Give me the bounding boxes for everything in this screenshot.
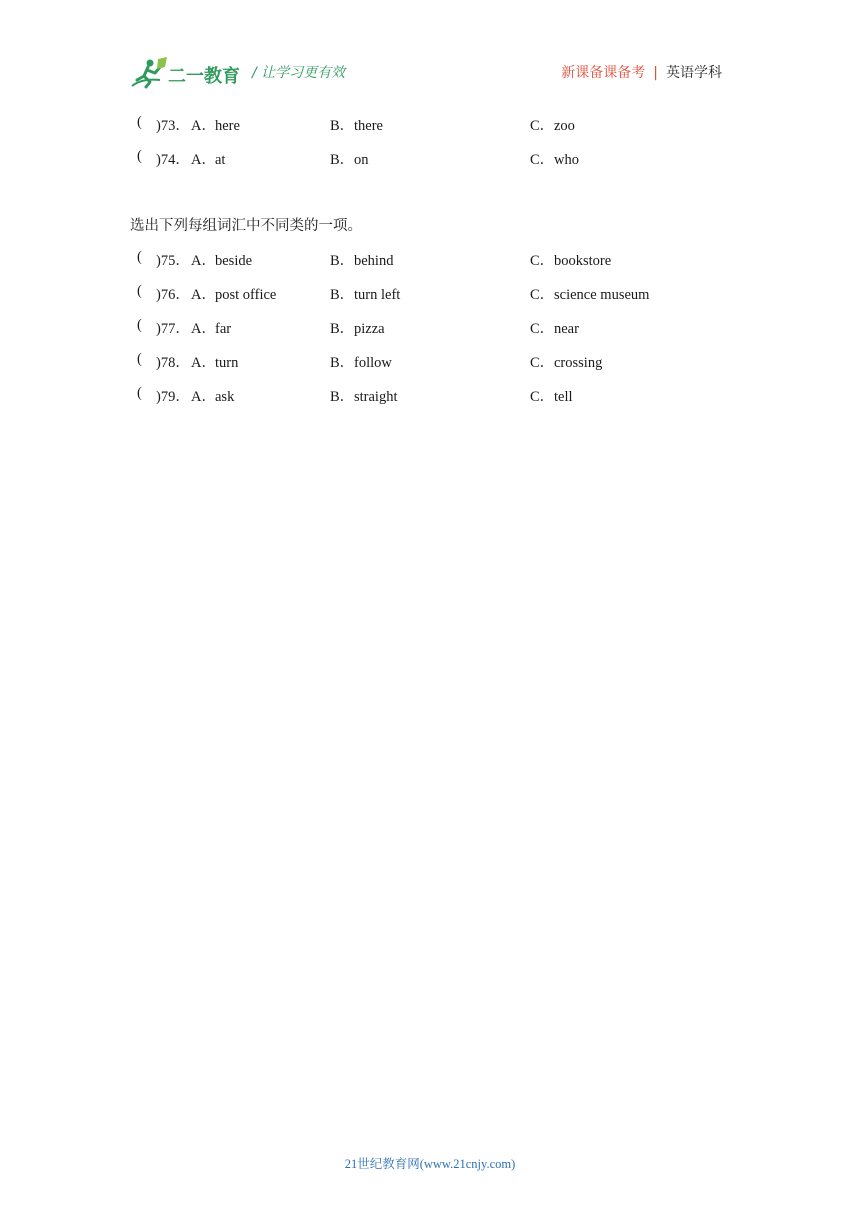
header-subject: 英语学科 <box>666 65 722 81</box>
answer-paren: ( <box>137 148 142 164</box>
header-slogan: / 让学习更有效 <box>252 65 346 81</box>
answer-paren: ( <box>137 385 142 401</box>
option-c: C．who <box>530 152 579 168</box>
page-footer: 21世纪教育网(www.21cnjy.com) <box>344 1157 516 1171</box>
option-c: C．near <box>530 321 579 337</box>
option-a: A．at <box>191 152 226 168</box>
question-number: )77． <box>156 321 190 337</box>
option-a: A．far <box>191 321 232 337</box>
answer-paren: ( <box>137 249 142 265</box>
question-number: )73． <box>156 118 190 134</box>
option-b: B．there <box>330 118 383 134</box>
option-c: C．bookstore <box>530 253 612 269</box>
logo <box>130 56 242 90</box>
question-number: )76． <box>156 287 190 303</box>
question-number: )74． <box>156 152 190 168</box>
option-a: A．post office <box>191 287 277 303</box>
option-a: A．here <box>191 118 240 134</box>
option-b: B．behind <box>330 253 394 269</box>
header-separator: | <box>653 65 658 81</box>
option-c: C．crossing <box>530 355 603 371</box>
answer-paren: ( <box>137 351 142 367</box>
question-number: )78． <box>156 355 190 371</box>
header-course-label: 新课备课备考 <box>561 65 646 81</box>
option-a: A．beside <box>191 253 253 269</box>
section-instruction: 选出下列每组词汇中不同类的一项。 <box>130 218 362 234</box>
answer-paren: ( <box>137 317 142 333</box>
option-b: B．pizza <box>330 321 385 337</box>
option-a: A．turn <box>191 355 239 371</box>
option-b: B．straight <box>330 389 398 405</box>
option-a: A．ask <box>191 389 235 405</box>
header-right <box>561 62 722 82</box>
option-c: C．tell <box>530 389 573 405</box>
answer-paren: ( <box>137 283 142 299</box>
question-number: )79． <box>156 389 190 405</box>
page-header <box>0 0 860 100</box>
option-b: B．follow <box>330 355 392 371</box>
option-b: B．turn left <box>330 287 401 303</box>
option-c: C．zoo <box>530 118 575 134</box>
option-c: C．science museum <box>530 287 650 303</box>
question-number: )75． <box>156 253 190 269</box>
svg-text:二一教育: 二一教育 <box>168 66 240 87</box>
option-b: B．on <box>330 152 369 168</box>
answer-paren: ( <box>137 114 142 130</box>
